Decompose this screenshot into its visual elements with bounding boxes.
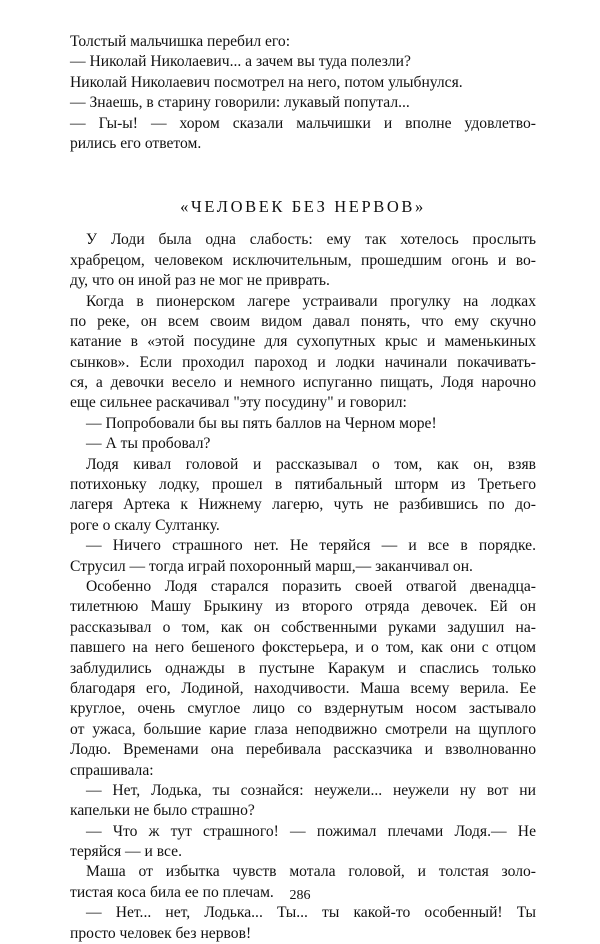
body-line: Струсил — тогда играй похоронный марш,— заканчивал он. [70, 557, 473, 575]
body-line: потихоньку лодку, прошел в пятибальный шторм из Третьего [70, 476, 536, 494]
body-line: катание в «этой посудине для сухопутных крыс и маменькиных [70, 333, 536, 351]
body-line: — Попробовали бы вы пять баллов на Черном море! [86, 414, 437, 432]
intro-line: — Николай Николаевич... а зачем вы туда полезли? [70, 53, 411, 71]
body-line: спрашивала: [70, 761, 154, 779]
body-line: роге о скалу Султанку. [70, 516, 220, 534]
page-number: 286 [289, 888, 311, 903]
page-text [70, 32, 536, 944]
intro-line: Толстый мальчишка перебил его: [70, 33, 291, 50]
body-line: — Нет... нет, Лодька... Ты... ты какой-то особенный! Ты [86, 904, 536, 922]
chapter-body [70, 230, 536, 944]
body-line: У Лоди была одна слабость: ему так хотелось прослыть [86, 231, 536, 249]
body-line: просто человек без нервов! [70, 924, 252, 942]
body-line: капельки не было страшно? [70, 802, 255, 820]
body-line: тистая коса била ее по плечам. [70, 883, 274, 901]
body-line: круглое, очень смуглое лицо со вздернутым носом застывало [70, 700, 536, 718]
body-line: благодаря его, Лодиной, находчивости. Маша всему верила. Ее [70, 679, 536, 697]
body-line: от ужаса, большие карие глаза неподвижно смотрели на щуплого [70, 720, 536, 738]
body-line: — Ничего страшного нет. Не теряйся — и все в порядке. [86, 537, 536, 555]
body-line: — А ты пробовал? [86, 435, 211, 453]
body-line: Особенно Лодя старался поразить своей отвагой двенадца- [86, 577, 536, 595]
body-line: еще сильнее раскачивал "эту посудину" и говорил: [70, 394, 407, 412]
intro-line: — Гы-ы! — хором сказали мальчишки и вполне удовлетво- [70, 114, 536, 132]
body-line: по реке, он всем своим видом давал понять, что ему скучно [70, 312, 536, 330]
body-line: павшего на него бешеного фокстерьера, и о том, как они с отцом [70, 639, 536, 657]
body-line: Когда в пионерском лагере устраивали прогулку на лодках [86, 292, 536, 310]
body-line: храбрецом, человеком исключительным, прошедшим огонь и во- [70, 251, 536, 269]
body-line: тилетнюю Машу Брыкину из второго отряда девочек. Ей он [70, 598, 536, 616]
body-line: сынков». Если проходил пароход и лодки начинали покачивать- [70, 353, 536, 371]
body-line: заблудились однажды в пустыне Каракум и спаслись только [70, 659, 536, 677]
body-line: Лодю. Временами она перебивала рассказчика и взволнованно [70, 741, 536, 759]
body-line: теряйся — и все. [70, 843, 182, 861]
chapter-title: «ЧЕЛОВЕК БЕЗ НЕРВОВ» [180, 197, 426, 217]
body-line: Лодя кивал головой и рассказывал о том, как он, взяв [86, 455, 536, 473]
body-line: ся, а девочки весело и немного испуганно пищать, Лодя нарочно [70, 374, 536, 392]
body-line: — Нет, Лодька, ты сознайся: неужели... неужели ну вот ни [86, 781, 536, 799]
intro-block [70, 32, 536, 154]
body-line: ду, что он иной раз не мог не приврать. [70, 272, 330, 290]
body-line: рассказывал о том, как он собственными руками задушил на- [70, 618, 536, 636]
intro-line: Николай Николаевич посмотрел на него, потом улыбнулся. [70, 73, 463, 91]
intro-line: — Знаешь, в старину говорили: лукавый попутал... [70, 94, 410, 112]
body-line: лагеря Артека к Нижнему лагерю, чуть не разбившись по до- [70, 496, 536, 514]
body-line: — Что ж тут страшного! — пожимал плечами Лодя.— Не [86, 822, 536, 840]
intro-line: рились его ответом. [70, 134, 202, 152]
body-line: Маша от избытка чувств мотала головой, и толстая золо- [86, 863, 536, 881]
